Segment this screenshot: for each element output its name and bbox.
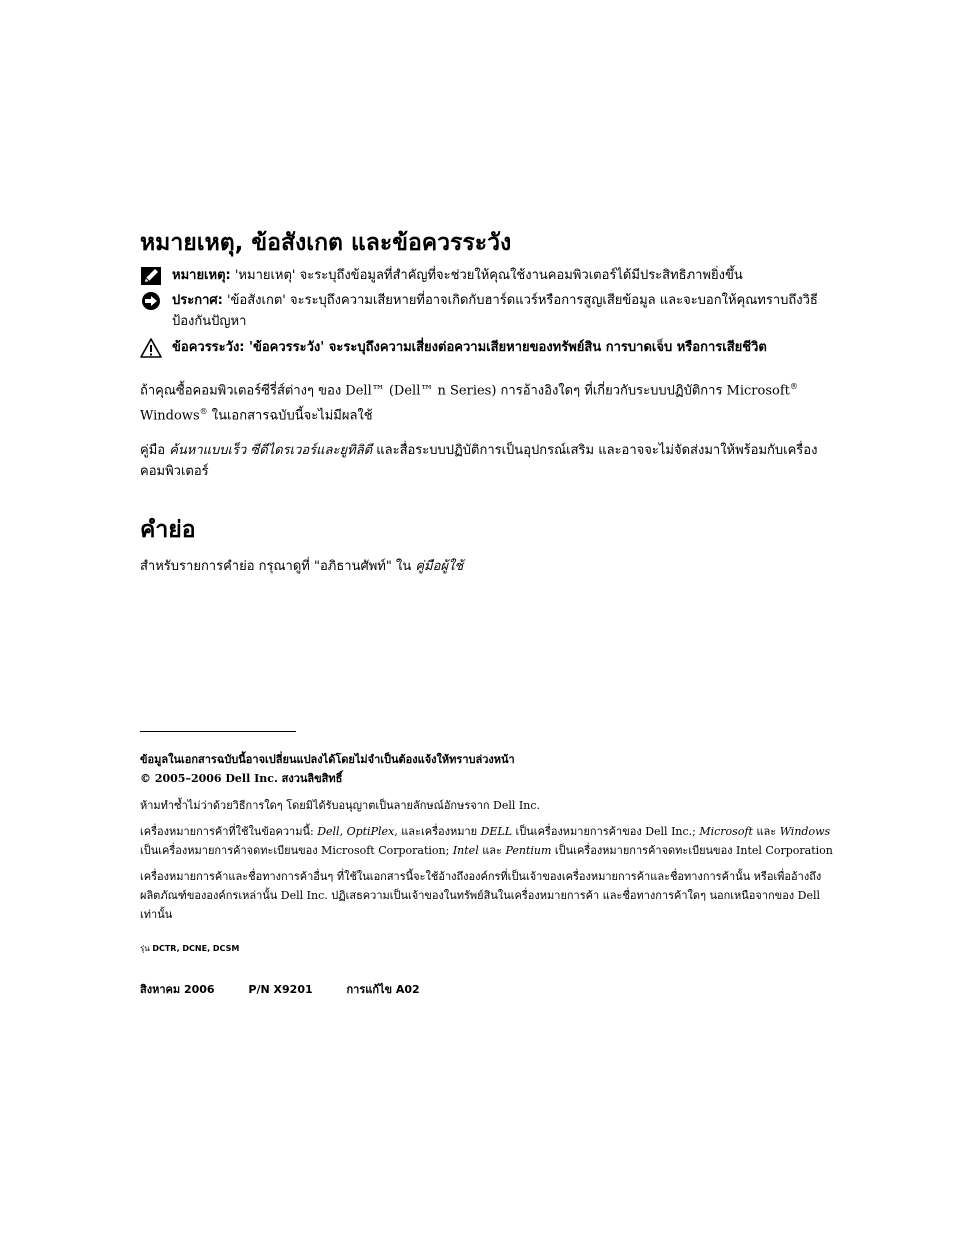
para2-prefix: คู่มือ [140, 443, 170, 458]
registered-mark: ® [199, 407, 208, 417]
caution-text: 'ข้อควรระวัง' จะระบุถึงความเสี่ยงต่อความเสียหายของทรัพย์สิน การบาดเจ็บ หรือการเสียชีวิต [244, 340, 767, 355]
trademarks-paragraph [140, 822, 840, 860]
quick-reference-paragraph [140, 440, 830, 482]
tm-optiplex: OptiPlex [346, 825, 395, 838]
para1-text-b: Windows [140, 408, 200, 424]
footer-revision: การแก้ไข A02 [346, 983, 420, 996]
tm-pentium: Pentium [505, 844, 552, 857]
section-title-notes: หมายเหตุ, ข้อสังเกต และข้อควรระวัง [140, 230, 512, 256]
note-text: 'หมายเหตุ' จะระบุถึงข้อมูลที่สำคัญที่จะช่วยให้คุณใช้งานคอมพิวเตอร์ได้มีประสิทธิภาพยิ่งขึ้น [230, 268, 743, 283]
tm-windows: Windows [779, 825, 831, 838]
note-block [140, 265, 830, 286]
para2-suffix: และสื่อระบบปฏิบัติการเป็นอุปกรณ์เสริม และอาจจะไม่จัดส่งมาให้พร้อมกับเครื่องคอมพิวเตอร์ [140, 443, 818, 479]
para1-text-a: ถ้าคุณซื้อคอมพิวเตอร์ซีรี่ส์ต่างๆ ของ Dell™ (Dell™ n Series) การอ้างอิงใดๆ ที่เกี่ยวกับระบบปฏิบัติการ Microsoft [140, 383, 790, 399]
footnote-divider [140, 731, 296, 732]
para3-text: สำหรับรายการคำย่อ กรุณาดูที่ "อภิธานศัพท์" ใน [140, 559, 416, 574]
tm-dell: Dell [317, 825, 340, 838]
dell-n-series-paragraph [140, 376, 830, 427]
para2-italic: ค้นหาแบบเร็ว ซีดีไดรเวอร์และยูทิลิตี [169, 443, 373, 458]
tm-intel: Intel [452, 844, 479, 857]
users-guide-link: คู่มือผู้ใช้ [415, 559, 464, 574]
tm-text: , และเครื่องหมาย [394, 825, 481, 838]
notice-text: 'ข้อสังเกต' จะระบุถึงความเสียหายที่อาจเกิดกับฮาร์ดแวร์หรือการสูญเสียข้อมูล และจะบอกให้คุณทราบถึงวิธีป้องกันปัญหา [172, 293, 818, 329]
tm-text: และ [478, 844, 506, 857]
caution-label: ข้อควรระวัง: [172, 340, 245, 355]
document-footer [140, 980, 450, 998]
tm-text: และ [752, 825, 780, 838]
legal-header [140, 750, 840, 788]
tm-microsoft: Microsoft [699, 825, 753, 838]
copyright-line: © 2005–2006 Dell Inc. สงวนลิขสิทธิ์ [140, 772, 343, 785]
notice-block [140, 290, 830, 332]
reproduction-notice: ห้ามทำซ้ำไม่ว่าด้วยวิธีการใดๆ โดยมิได้รับอนุญาตเป็นลายลักษณ์อักษรจาก Dell Inc. [140, 799, 540, 812]
tm-text: เป็นเครื่องหมายการค้าของ Dell Inc.; [512, 825, 700, 838]
tm-dell-logo: DELL [480, 825, 513, 838]
note-label: หมายเหตุ: [172, 268, 231, 283]
arrow-circle-icon [140, 291, 162, 311]
model-numbers [140, 942, 239, 955]
tm-text: เป็นเครื่องหมายการค้าจดทะเบียนของ Intel Corporation [551, 844, 833, 857]
section-title-abbreviations: คำย่อ [140, 517, 196, 543]
tm-text: เป็นเครื่องหมายการค้าจดทะเบียนของ Microsoft Corporation; [140, 844, 453, 857]
footer-date: สิงหาคม 2006 [140, 983, 215, 996]
other-trademarks-paragraph: เครื่องหมายการค้าและชื่อทางการค้าอื่นๆ ที่ใช้ในเอกสารนี้จะใช้อ้างถึงองค์กรที่เป็นเจ้าของเครื่องหมายการค้าและชื่อทางการค้านั้น หรือเพื่ออ้างถึงผลิตภัณฑ์ขององค์กรเหล่านั้น Dell Inc. ปฏิเสธความเป็นเจ้าของในทรัพย์สินในเครื่องหมายการค้า และชื่อทางการค้าใดๆ นอกเหนือจากของ Dell เท่านั้น [140, 870, 822, 921]
abbreviations-paragraph [140, 556, 830, 577]
tm-text: เครื่องหมายการค้าที่ใช้ในข้อความนี้: [140, 825, 318, 838]
warning-triangle-icon [140, 338, 162, 358]
model-label: รุ่น [140, 944, 153, 953]
pencil-note-icon [140, 266, 162, 286]
registered-mark: ® [789, 382, 798, 391]
tm-text: , [339, 825, 347, 838]
footer-part-number: P/N X9201 [248, 983, 313, 996]
notice-label: ประกาศ: [172, 293, 223, 308]
model-value: DCTR, DCNE, DCSM [152, 944, 240, 953]
legal-line1: ข้อมูลในเอกสารฉบับนี้อาจเปลี่ยนแปลงได้โดยไม่จำเป็นต้องแจ้งให้ทราบล่วงหน้า [140, 753, 515, 766]
para1-text-c: ในเอกสารฉบับนี้จะไม่มีผลใช้ [207, 408, 373, 424]
caution-block [140, 337, 830, 358]
